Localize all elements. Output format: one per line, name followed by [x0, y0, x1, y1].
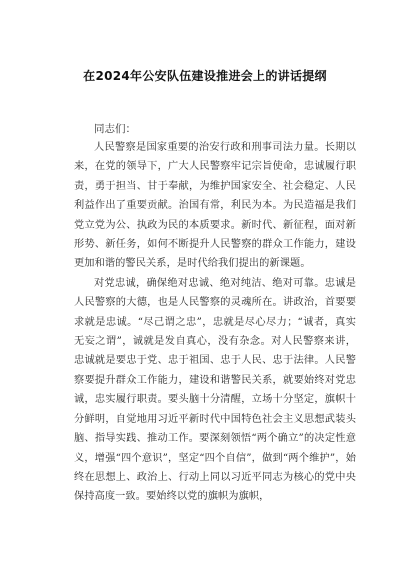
paragraph-2: 对党忠诚，确保绝对忠诚、绝对纯洁、绝对可靠。忠诚是人民警察的大德，也是人民警察的灵魂所在。讲政治，首要要求就是忠诚。“尽己谓之忠”，忠就是尽心尽力；“诚者，真实无妄之谓”，诚就是发自真心，没有杂念。对人民警察来讲，忠诚就是要忠于党、忠于祖国、忠于人民、忠于法律。人民警察要提升群众工作能力，建设和谐警民关系，就要始终对党忠诚，忠实履行职责。要头脑十分清醒，立场十分坚定，旗帜十分鲜明，自觉地用习近平新时代中国特色社会主义思想武装头脑、指导实践、推动工作。要深刻领悟“两个确立”的决定性意义，增强“四个意识”，坚定“四个自信”，做到“两个维护”，始终在思想上、政治上、行动上同以习近平同志为核心的党中央保持高度一致。要始终以党的旗帜为旗帜， — [74, 277, 356, 503]
document-title: 在2024年公安队伍建设推进会上的讲话提纲 — [83, 69, 327, 83]
greeting: 同志们： — [94, 123, 136, 135]
paragraph-1: 人民警察是国家重要的治安行政和刑事司法力量。长期以来，在党的领导下，广大人民警察牢记宗旨使命，忠诚履行职责，勇于担当、甘于奉献，为维护国家安全、社会稳定、人民利益作出了重要贡献。治国有常，利民为本。为民造福是我们党立党为公、执政为民的本质要求。新时代、新征程，面对新形势、新任务，如何不断提升人民警察的群众工作能力，建设更加和谐的警民关系，是时代给我们提出的新课题。 — [74, 142, 356, 270]
document-body — [74, 138, 356, 507]
